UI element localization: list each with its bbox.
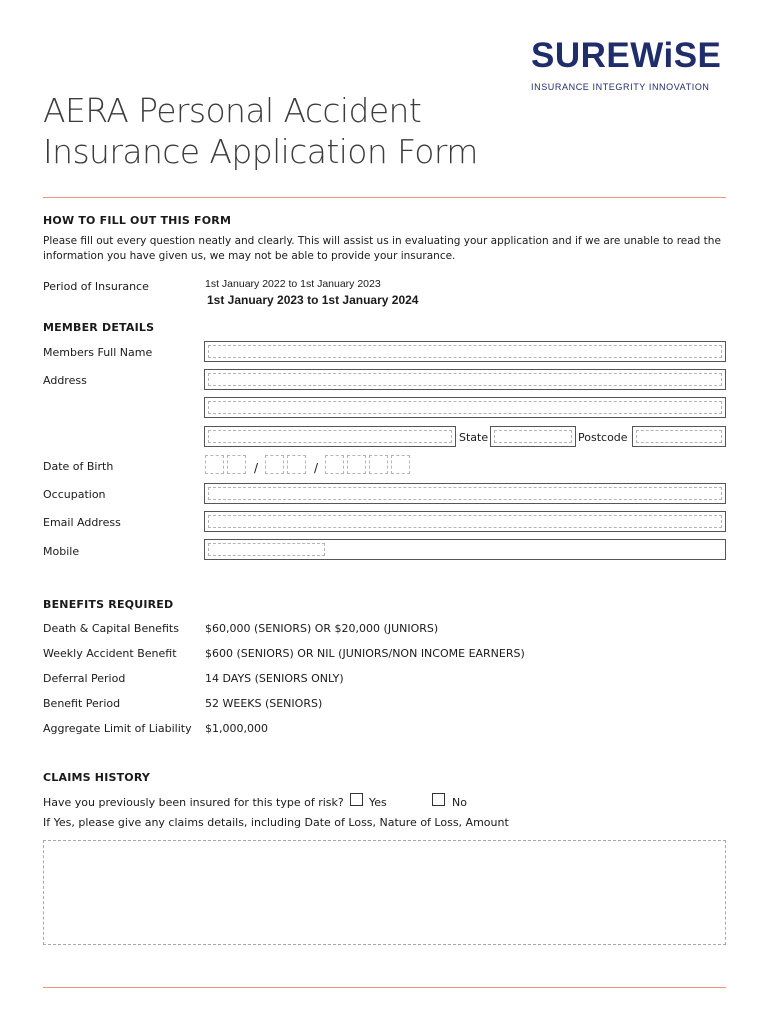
page-title xyxy=(43,90,563,172)
surewise-logo: SUREWiSE xyxy=(531,36,722,75)
full-name-label: Members Full Name xyxy=(43,346,153,359)
claims-yes-label: Yes xyxy=(369,796,387,809)
claims-no-label: No xyxy=(452,796,467,809)
dob-separator-1: / xyxy=(254,461,259,475)
mobile-field[interactable] xyxy=(204,539,726,560)
postcode-field[interactable] xyxy=(632,426,726,447)
dob-day-digit-1[interactable] xyxy=(205,455,224,474)
benefit-label: Aggregate Limit of Liability xyxy=(43,722,192,735)
postcode-label: Postcode xyxy=(578,431,628,444)
email-label: Email Address xyxy=(43,516,121,529)
occupation-label: Occupation xyxy=(43,488,106,501)
full-name-field[interactable] xyxy=(204,341,726,362)
benefit-label: Benefit Period xyxy=(43,697,121,710)
benefit-label: Death & Capital Benefits xyxy=(43,622,179,635)
dob-day-digit-2[interactable] xyxy=(227,455,246,474)
mobile-label: Mobile xyxy=(43,545,80,558)
benefit-value: $600 (SENIORS) OR NIL (JUNIORS/NON INCOME EARNERS) xyxy=(205,647,525,660)
top-divider xyxy=(43,197,726,198)
suburb-field[interactable] xyxy=(204,426,456,447)
period-label: Period of Insurance xyxy=(43,280,149,293)
claims-details-prompt: If Yes, please give any claims details, including Date of Loss, Nature of Loss, Amount xyxy=(43,816,509,829)
benefits-heading: BENEFITS REQUIRED xyxy=(43,598,174,611)
benefit-label: Weekly Accident Benefit xyxy=(43,647,177,660)
title-line-1: AERA Personal Accident xyxy=(43,91,422,130)
benefit-value: 52 WEEKS (SENIORS) xyxy=(205,697,323,710)
bottom-divider xyxy=(43,987,726,988)
dob-month-digit-1[interactable] xyxy=(265,455,284,474)
claims-question: Have you previously been insured for this type of risk? xyxy=(43,796,344,809)
dob-year-digit-2[interactable] xyxy=(347,455,366,474)
dob-separator-2: / xyxy=(314,461,319,475)
period-option-2022: 1st January 2022 to 1st January 2023 xyxy=(205,278,381,290)
address-line-1-field[interactable] xyxy=(204,369,726,390)
benefit-value: $60,000 (SENIORS) OR $20,000 (JUNIORS) xyxy=(205,622,439,635)
claims-heading: CLAIMS HISTORY xyxy=(43,771,151,784)
dob-month-digit-2[interactable] xyxy=(287,455,306,474)
logo-tagline: INSURANCE INTEGRITY INNOVATION xyxy=(531,82,710,92)
how-to-heading: HOW TO FILL OUT THIS FORM xyxy=(43,214,232,227)
dob-year-digit-3[interactable] xyxy=(369,455,388,474)
state-label: State xyxy=(459,431,489,444)
dob-year-digit-1[interactable] xyxy=(325,455,344,474)
period-option-2023: 1st January 2023 to 1st January 2024 xyxy=(207,293,419,307)
member-details-heading: MEMBER DETAILS xyxy=(43,321,155,334)
claims-details-textarea[interactable] xyxy=(43,840,726,945)
occupation-field[interactable] xyxy=(204,483,726,504)
benefit-value: $1,000,000 xyxy=(205,722,268,735)
how-to-text: Please fill out every question neatly and clearly. This will assist us in evaluating your application and if we are unable to read the information you have given us, we may not be able to provide your insurance. xyxy=(43,235,721,262)
dob-label: Date of Birth xyxy=(43,460,114,473)
title-line-2: Insurance Application Form xyxy=(43,132,478,171)
claims-no-checkbox[interactable] xyxy=(432,793,445,806)
email-field[interactable] xyxy=(204,511,726,532)
address-label: Address xyxy=(43,374,87,387)
claims-yes-checkbox[interactable] xyxy=(350,793,363,806)
state-field[interactable] xyxy=(490,426,576,447)
address-line-2-field[interactable] xyxy=(204,397,726,418)
benefit-value: 14 DAYS (SENIORS ONLY) xyxy=(205,672,344,685)
dob-year-digit-4[interactable] xyxy=(391,455,410,474)
benefit-label: Deferral Period xyxy=(43,672,126,685)
